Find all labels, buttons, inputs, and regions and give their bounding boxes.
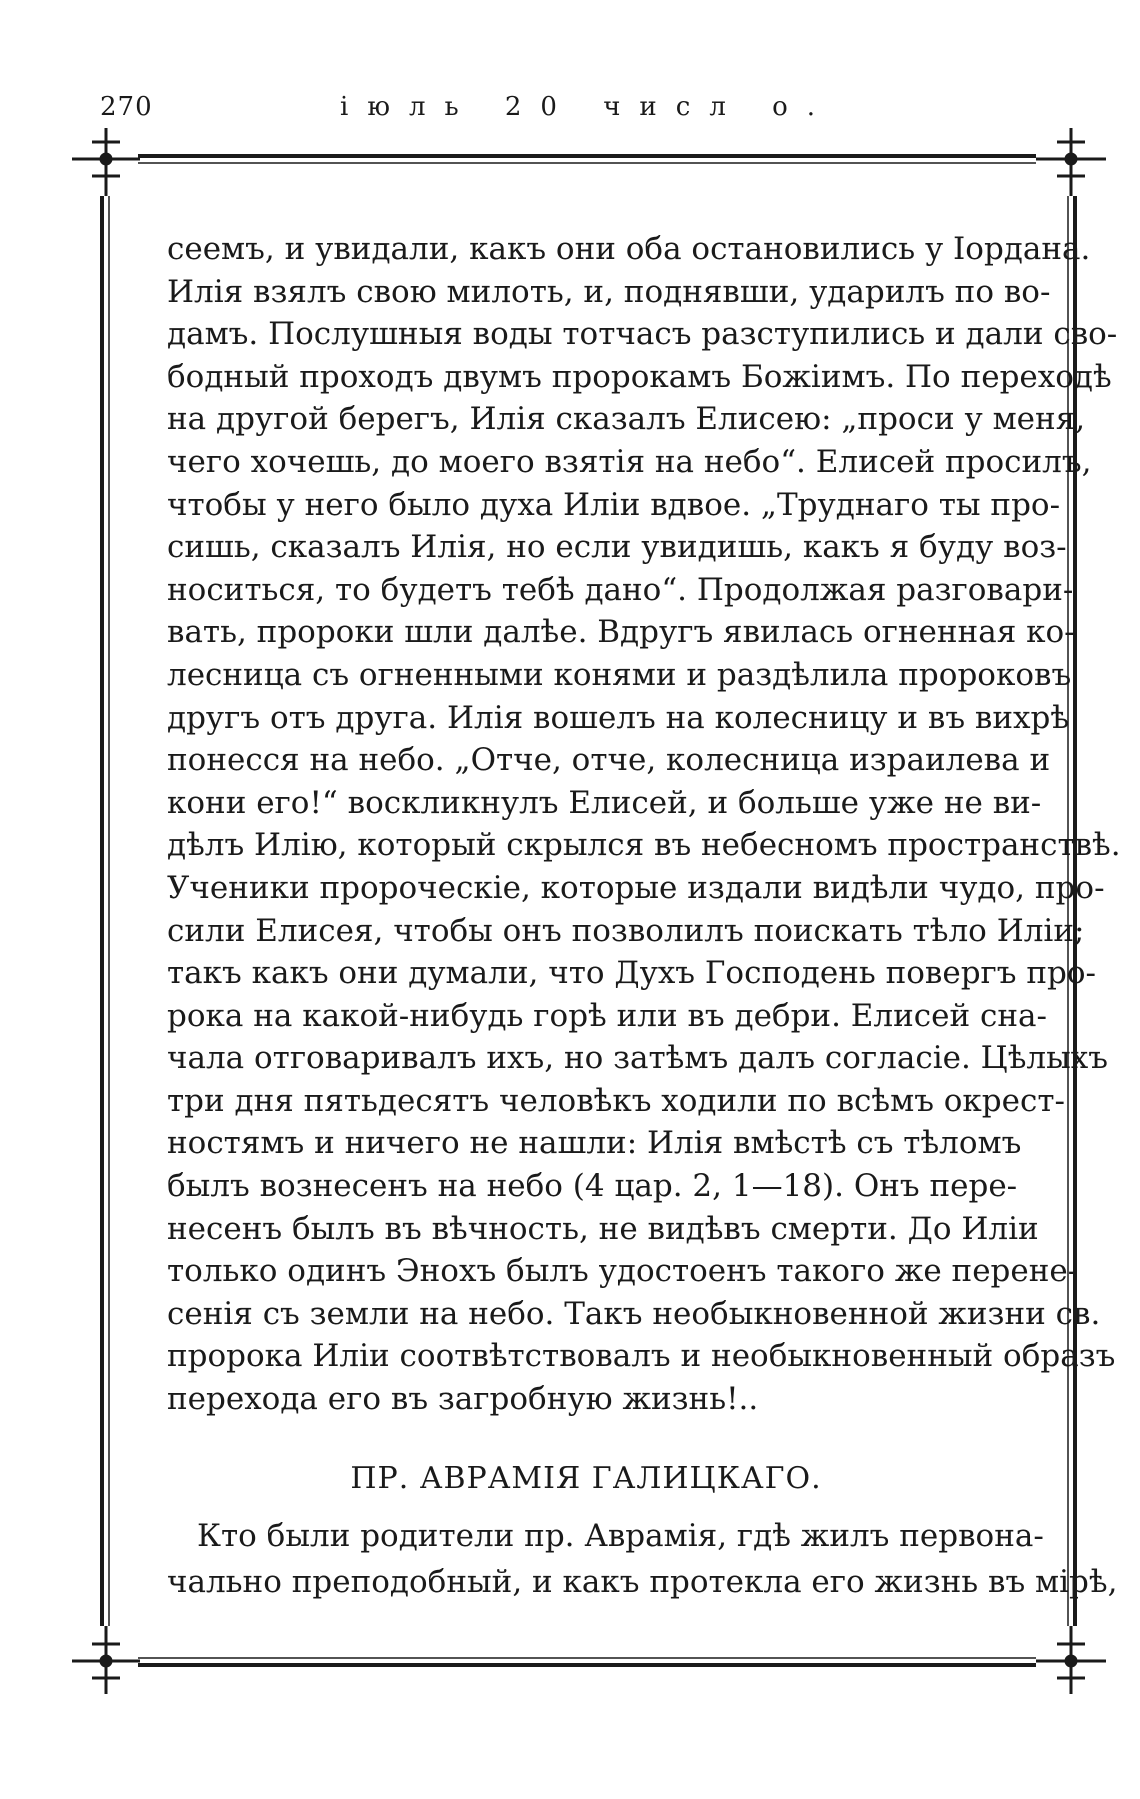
text-line: такъ какъ они думали, что Духъ Господень повергъ про- bbox=[167, 955, 1097, 992]
text-line: дамъ. Послушныя воды тотчасъ разступились и дали сво- bbox=[167, 316, 1118, 353]
text-line: только одинъ Энохъ былъ удостоенъ такого же перене- bbox=[167, 1253, 1079, 1290]
text-line: на другой берегъ, Илія сказалъ Елисею: „проси у меня, bbox=[167, 401, 1086, 438]
corner-ornament-bottom-left bbox=[72, 1626, 140, 1694]
text-line: лесница съ огненными конями и раздѣлила пророковъ bbox=[167, 656, 1072, 693]
text-line: чего хочешь, до моего взятія на небо“. Елисей просилъ, bbox=[167, 443, 1092, 480]
text-line: бодный проходъ двумъ пророкамъ Божіимъ. По переходѣ bbox=[167, 358, 1112, 395]
page-number: 270 bbox=[100, 92, 153, 122]
corner-ornament-top-right bbox=[1036, 128, 1106, 196]
text-line: сенія съ земли на небо. Такъ необыкновенной жизни св. bbox=[167, 1295, 1101, 1332]
text-line: вать, пророки шли далѣе. Вдругъ явилась огненная ко- bbox=[167, 614, 1075, 651]
running-head: іюль 20 числ о. bbox=[340, 92, 835, 122]
text-line: былъ вознесенъ на небо (4 цар. 2, 1—18). Онъ пере- bbox=[167, 1168, 1018, 1205]
text-line: сеемъ, и увидали, какъ они оба остановились у Іордана. bbox=[167, 231, 1091, 267]
article-body bbox=[167, 228, 1121, 1421]
text-line: носиться, то будетъ тебѣ дано“. Продолжая разговари- bbox=[167, 571, 1074, 608]
corner-ornament-top-left bbox=[72, 128, 140, 196]
text-line: сишь, сказалъ Илія, но если увидишь, какъ я буду воз- bbox=[167, 529, 1067, 566]
text-line: чала отговаривалъ ихъ, но затѣмъ далъ согласіе. Цѣлыхъ bbox=[167, 1040, 1108, 1077]
text-line: Кто были родители пр. Аврамія, гдѣ жилъ первона- bbox=[197, 1518, 1044, 1554]
text-line: кони его!“ воскликнулъ Елисей, и больше уже не ви- bbox=[167, 784, 1042, 821]
text-line: чально преподобный, и какъ протекла его жизнь въ мірѣ, bbox=[167, 1564, 1118, 1600]
text-line: понесся на небо. „Отче, отче, колесница израилева и bbox=[167, 742, 1051, 779]
last-text-line: перехода его въ загробную жизнь!.. bbox=[167, 1381, 759, 1418]
text-line: чтобы у него было духа Иліи вдвое. „Труднаго ты про- bbox=[167, 486, 1061, 523]
section-body bbox=[167, 1513, 1118, 1605]
text-line: Илія взялъ свою милоть, и, поднявши, ударилъ по во- bbox=[167, 273, 1051, 310]
text-line: несенъ былъ въ вѣчность, не видѣвъ смерти. До Иліи bbox=[167, 1210, 1039, 1247]
text-line: три дня пятьдесятъ человѣкъ ходили по всѣмъ окрест- bbox=[167, 1082, 1065, 1119]
text-line: рока на какой-нибудь горѣ или въ дебри. Елисей сна- bbox=[167, 997, 1047, 1034]
text-line: ностямъ и ничего не нашли: Илія вмѣстѣ съ тѣломъ bbox=[167, 1125, 1022, 1162]
section-heading: ПР. АВРАМІЯ ГАЛИЦКАГО. bbox=[350, 1461, 822, 1496]
text-line: другъ отъ друга. Илія вошелъ на колесницу и въ вихрѣ bbox=[167, 699, 1070, 736]
text-line: пророка Иліи соотвѣтствовалъ и необыкновенный образъ bbox=[167, 1338, 1116, 1375]
text-line: дѣлъ Илію, который скрылся въ небесномъ пространствѣ. bbox=[167, 827, 1121, 864]
corner-ornament-bottom-right bbox=[1036, 1626, 1106, 1694]
text-line: сили Елисея, чтобы онъ позволилъ поискать тѣло Иліи; bbox=[167, 912, 1085, 949]
text-line: Ученики пророческіе, которые издали видѣли чудо, про- bbox=[167, 869, 1105, 906]
